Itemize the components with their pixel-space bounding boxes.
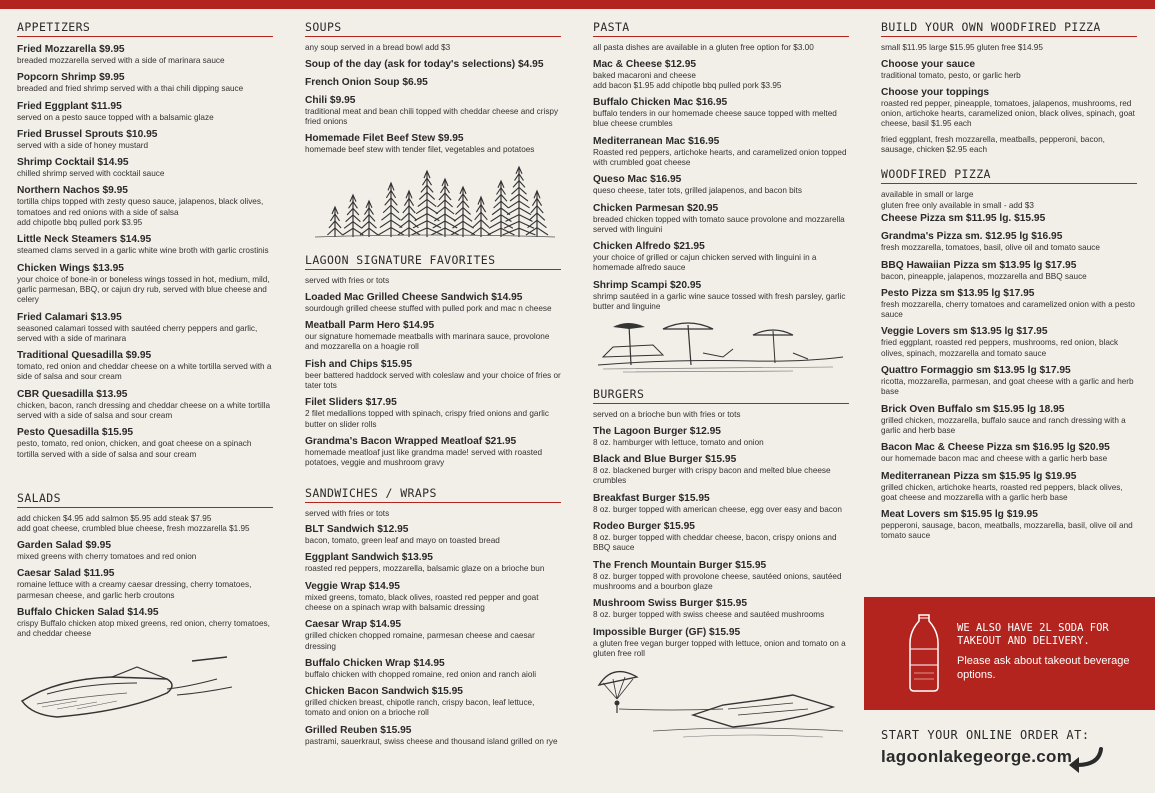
menu-item-desc: homemade beef stew with tender filet, vegetables and potatoes (305, 145, 535, 155)
menu-item (593, 202, 849, 236)
parasail-yacht-illustration (593, 665, 849, 743)
menu-item-desc: chilled shrimp served with cocktail sauce (17, 169, 165, 179)
salads-heading: SALADS (17, 491, 273, 508)
menu-item-desc: fried eggplant, roasted red peppers, mushrooms, red onion, black olives, spinach, mozzarella and tomato sauce (881, 338, 1119, 358)
sandwiches-note: served with fries or tots (305, 508, 390, 518)
menu-item-name: Fried Brussel Sprouts $10.95 (17, 128, 158, 140)
menu-item (593, 626, 849, 660)
menu-item-name: Brick Oven Buffalo sm $15.95 lg 18.95 (881, 403, 1065, 415)
menu-item-desc: ricotta, mozzarella, parmesan, and goat cheese with a garlic and herb base (881, 377, 1134, 397)
menu-item (305, 94, 561, 128)
menu-item (17, 262, 273, 306)
menu-item-name: Mac & Cheese $12.95 (593, 58, 697, 70)
menu-item-desc: your choice of bone-in or boneless wings tossed in hot, medium, mild, garlic parmesan, BBQ, or cajun dry rub, served with blue cheese and celery (17, 274, 270, 305)
menu-item-desc: 2 filet medallions topped with spinach, crispy fried onions and garlic butter on slider rolls (305, 409, 549, 429)
menu-item-name: BBQ Hawaiian Pizza sm $13.95 lg $17.95 (881, 259, 1077, 271)
menu-item-name: Chicken Bacon Sandwich $15.95 (305, 686, 463, 698)
menu-item (881, 58, 1137, 81)
menu-item (593, 58, 849, 92)
menu-item (881, 212, 1137, 225)
menu-item (17, 606, 273, 640)
menu-item-desc: grilled chicken, mozzarella, buffalo sauce and ranch dressing with a garlic and herb base (881, 415, 1126, 435)
menu-item (881, 364, 1137, 398)
menu-item-desc: chicken, bacon, ranch dressing and cheddar cheese on a white tortilla served with a side of salsa and sour cream (17, 400, 271, 421)
menu-item-name: Chili $9.95 (305, 94, 356, 106)
menu-item (305, 358, 561, 392)
menu-item (881, 470, 1137, 504)
menu-item-desc: mixed greens with cherry tomatoes and red onion (17, 551, 197, 561)
menu-item (881, 508, 1137, 542)
soda-promo-title: WE ALSO HAVE 2L SODA FOR TAKEOUT AND DELIVERY. (957, 622, 1109, 647)
menu-item-name: Meat Lovers sm $15.95 lg $19.95 (881, 509, 1038, 521)
column-3 (593, 20, 849, 743)
menu-item (305, 291, 561, 314)
menu-item-name: Buffalo Chicken Wrap $14.95 (305, 657, 445, 669)
menu-item-name: Chicken Parmesan $20.95 (593, 202, 719, 214)
menu-item-name: Shrimp Scampi $20.95 (593, 279, 702, 291)
menu-item (881, 287, 1137, 321)
menu-item-desc: buffalo tenders in our homemade cheese sauce topped with melted blue cheese crumbles (593, 109, 837, 129)
menu-item-desc: homemade meatloaf just like grandma made! served with roasted potatoes, veggie and mushroom gravy (305, 447, 543, 468)
menu-item (881, 403, 1137, 437)
soups-section (305, 20, 561, 155)
menu-item-desc: bacon, tomato, green leaf and mayo on toasted bread (305, 536, 500, 546)
menu-item-name: Loaded Mac Grilled Cheese Sandwich $14.95 (305, 291, 523, 303)
menu-item-name: Choose your sauce (881, 58, 975, 70)
boat-illustration (17, 649, 247, 724)
menu-item-desc: pastrami, sauerkraut, swiss cheese and thousand island grilled on rye (305, 736, 558, 746)
menu-item-desc: roasted red pepper, pineapple, tomatoes, jalapenos, mushrooms, red onion, artichoke hearts, caramelized onion, black olives, spinach, goat cheese, basil $1.95 each (881, 98, 1135, 129)
menu-item-desc: seasoned calamari tossed with sautéed cherry peppers and garlic, served with a side of marinara (17, 323, 258, 343)
sandwiches-section (305, 486, 561, 747)
menu-item (881, 325, 1137, 359)
menu-item-name: Grandma's Bacon Wrapped Meatloaf $21.95 (305, 435, 517, 447)
menu-item-name: Grilled Reuben $15.95 (305, 724, 412, 736)
menu-item (17, 349, 273, 383)
signature-section (305, 253, 561, 468)
menu-item-name: The French Mountain Burger $15.95 (593, 559, 767, 571)
menu-item-name: Garden Salad $9.95 (17, 539, 112, 551)
pasta-heading: PASTA (593, 20, 849, 37)
menu-item (17, 233, 273, 256)
menu-item (305, 724, 561, 747)
menu-item-name: Fried Calamari $13.95 (17, 311, 122, 323)
menu-item (17, 184, 273, 228)
menu-item-name: Black and Blue Burger $15.95 (593, 454, 737, 466)
menu-item-desc: breaded mozzarella served with a side of marinara sauce (17, 56, 225, 65)
menu-item (593, 96, 849, 130)
woodfired-section (881, 167, 1137, 541)
burgers-section (593, 387, 849, 659)
menu-item-desc: beer battered haddock served with coleslaw and your choice of fries or tater tots (305, 370, 561, 391)
menu-item (593, 173, 849, 196)
beach-umbrella-illustration (593, 317, 849, 375)
salads-note: add chicken $4.95 add salmon $5.95 add steak $7.95 add goat cheese, crumbled blue cheese, fresh mozzarella $1.95 (17, 513, 250, 534)
menu-item-desc: 8 oz. burger topped with provolone cheese, sautéed onions, sautéed mushrooms and a bourbon glaze (593, 571, 842, 591)
menu-item (17, 43, 273, 66)
menu-item-desc: bacon, pineapple, jalapenos, mozzarella and BBQ sauce (881, 271, 1087, 281)
menu-item-name: Bacon Mac & Cheese Pizza sm $16.95 lg $20.95 (881, 442, 1110, 454)
menu-item (17, 426, 273, 460)
pasta-section (593, 20, 849, 312)
menu-item-desc: traditional tomato, pesto, or garlic herb (881, 70, 1021, 80)
appetizers-heading: APPETIZERS (17, 20, 273, 37)
menu-item-desc: served on a pesto sauce topped with a balsamic glaze (17, 112, 214, 122)
menu-item-name: Veggie Lovers sm $13.95 lg $17.95 (881, 326, 1048, 338)
menu-item-desc: crispy Buffalo chicken atop mixed greens, red onion, cherry tomatoes, and cheddar cheese (17, 618, 270, 639)
menu-item (17, 156, 273, 179)
menu-item-name: Pesto Pizza sm $13.95 lg $17.95 (881, 287, 1035, 299)
menu-item-desc: steamed clams served in a garlic white wine broth with garlic crostinis (17, 246, 269, 256)
menu-item-name: Mediterranean Pizza sm $15.95 lg $19.95 (881, 470, 1077, 482)
menu-item (305, 58, 561, 71)
menu-item-desc: Roasted red peppers, artichoke hearts, and caramelized onion topped with crumbled goat cheese (593, 147, 847, 167)
menu-item-name: Choose your toppings (881, 86, 990, 98)
pasta-note: all pasta dishes are available in a gluten free option for $3.00 (593, 43, 814, 52)
menu-item (593, 492, 849, 515)
menu-item-name: Fish and Chips $15.95 (305, 358, 413, 370)
menu-item (881, 441, 1137, 464)
soups-heading: SOUPS (305, 20, 561, 37)
menu-item-name: Fried Mozzarella $9.95 (17, 44, 125, 55)
column-2 (305, 20, 561, 752)
burgers-heading: BURGERS (593, 387, 849, 404)
menu-item (305, 132, 561, 155)
menu-item (593, 520, 849, 554)
menu-item (17, 388, 273, 422)
soda-bottle-icon (904, 613, 944, 693)
menu-item-name: Homemade Filet Beef Stew $9.95 (305, 133, 464, 145)
menu-item-desc: traditional meat and bean chili topped with cheddar cheese and crispy fried onions (305, 106, 559, 126)
menu-item (305, 657, 561, 680)
menu-item-name: Popcorn Shrimp $9.95 (17, 72, 125, 84)
menu-item (881, 86, 1137, 130)
menu-item (881, 230, 1137, 253)
menu-item-name: Quattro Formaggio sm $13.95 lg $17.95 (881, 365, 1071, 377)
menu-item (17, 128, 273, 151)
menu-item-desc: baked macaroni and cheese add bacon $1.95 add chipotle bbq pulled pork $3.95 (593, 70, 782, 90)
menu-item-desc: 8 oz. burger topped with cheddar cheese, bacon, crispy onions and BBQ sauce (593, 533, 837, 553)
sandwiches-heading: SANDWICHES / WRAPS (305, 486, 561, 503)
menu-item-name: Fried Eggplant $11.95 (17, 100, 122, 112)
pine-trees-illustration (305, 161, 561, 239)
build-pizza-extra: fried eggplant, fresh mozzarella, meatballs, pepperoni, bacon, sausage, chicken $2.95 each (881, 134, 1105, 154)
menu-item-desc: fresh mozzarella, tomatoes, basil, olive oil and tomato sauce (881, 243, 1100, 253)
menu-item (593, 279, 849, 313)
menu-item-name: Chicken Alfredo $21.95 (593, 241, 705, 253)
menu-item-desc: breaded and fried shrimp served with a thai chili dipping sauce (17, 84, 244, 94)
menu-item (881, 259, 1137, 282)
menu-item-desc: 8 oz. hamburger with lettuce, tomato and onion (593, 437, 764, 447)
menu-item (593, 240, 849, 274)
menu-item (305, 435, 561, 469)
menu-item-desc: sourdough grilled cheese stuffed with pulled pork and mac n cheese (305, 303, 552, 313)
menu-item-desc: 8 oz. burger topped with swiss cheese and sautéed mushrooms (593, 610, 825, 620)
menu-item (17, 71, 273, 94)
menu-item (305, 396, 561, 430)
menu-item (305, 319, 561, 353)
menu-item (593, 135, 849, 169)
menu-item (17, 100, 273, 123)
signature-heading: LAGOON SIGNATURE FAVORITES (305, 253, 561, 270)
menu-item-desc: grilled chicken, artichoke hearts, roasted red peppers, black olives, goat cheese and mozzarella with a garlic herb base (881, 482, 1123, 502)
curved-arrow-icon (1065, 745, 1105, 775)
menu-item-desc: our signature homemade meatballs with marinara sauce, provolone and mozzarella on a hoagie roll (305, 332, 550, 352)
menu-item-name: French Onion Soup $6.95 (305, 76, 428, 88)
menu-item-desc: queso cheese, tater tots, grilled jalapenos, and bacon bits (593, 186, 802, 196)
menu-item-name: Queso Mac $16.95 (593, 174, 682, 186)
top-accent-bar (0, 0, 1155, 9)
menu-item-desc: fresh mozzarella, cherry tomatoes and caramelized onion with a pesto sauce (881, 299, 1135, 320)
menu-item-desc: pesto, tomato, red onion, chicken, and goat cheese on a spinach tortilla served with a side of salsa and sour cream (17, 439, 252, 459)
woodfired-note: available in small or large gluten free only available in small - add $3 (881, 190, 1034, 210)
menu-item-name: Meatball Parm Hero $14.95 (305, 320, 435, 332)
signature-note: served with fries or tots (305, 276, 390, 286)
soups-note: any soup served in a bread bowl add $3 (305, 43, 451, 52)
menu-item-name: Soup of the day (ask for today's selections) $4.95 (305, 58, 544, 70)
build-pizza-note: small $11.95 large $15.95 gluten free $14.95 (881, 43, 1043, 52)
menu-item-name: Impossible Burger (GF) $15.95 (593, 626, 741, 638)
salads-section (17, 491, 273, 639)
menu-item-desc: mixed greens, tomato, black olives, roasted red pepper and goat cheese on a spinach wrap with balsamic dressing (305, 592, 539, 612)
menu-item (593, 425, 849, 448)
menu-item-name: Buffalo Chicken Salad $14.95 (17, 606, 159, 618)
menu-item-name: Mediterranean Mac $16.95 (593, 135, 720, 147)
menu-item-name: Filet Sliders $17.95 (305, 397, 397, 409)
menu-item-name: Veggie Wrap $14.95 (305, 580, 400, 592)
menu-item-name: Mushroom Swiss Burger $15.95 (593, 598, 747, 610)
menu-item-name: Little Neck Steamers $14.95 (17, 234, 152, 246)
menu-item-name: Rodeo Burger $15.95 (593, 521, 695, 533)
menu-item-desc: pepperoni, sausage, bacon, meatballs, mozzarella, basil, olive oil and tomato sauce (881, 521, 1133, 541)
soda-promo-desc: Please ask about takeout beverage options. (957, 655, 1130, 681)
menu-item-desc: our homemade bacon mac and cheese with a garlic herb base (881, 454, 1108, 464)
build-pizza-section (881, 20, 1137, 155)
menu-item-name: Breakfast Burger $15.95 (593, 492, 710, 504)
menu-item-desc: 8 oz. blackened burger with crispy bacon and melted blue cheese crumbles (593, 466, 831, 486)
menu-item-name: The Lagoon Burger $12.95 (593, 425, 721, 437)
menu-item (305, 685, 561, 719)
soda-promo-box (864, 597, 1155, 710)
menu-item (305, 76, 561, 89)
burgers-note: served on a brioche bun with fries or tots (593, 410, 741, 420)
menu-item-desc: tomato, red onion and cheddar cheese on a white tortilla served with a side of salsa and sour cream (17, 362, 272, 382)
menu-item-name: Grandma's Pizza sm. $12.95 lg $16.95 (881, 231, 1063, 243)
menu-item-desc: romaine lettuce with a creamy caesar dressing, cherry tomatoes, parmesan cheese, and garlic herb croutons (17, 580, 252, 600)
menu-item-name: CBR Quesadilla $13.95 (17, 388, 128, 400)
appetizers-section (17, 20, 273, 460)
menu-item (593, 597, 849, 620)
menu-item-name: Buffalo Chicken Mac $16.95 (593, 97, 728, 109)
build-pizza-heading: BUILD YOUR OWN WOODFIRED PIZZA (881, 20, 1137, 37)
menu-item-desc: roasted red peppers, mozzarella, balsamic glaze on a brioche bun (305, 564, 545, 574)
menu-item-desc: buffalo chicken with chopped romaine, red onion and ranch aioli (305, 669, 537, 679)
menu-item-name: Traditional Quesadilla $9.95 (17, 350, 152, 362)
menu-item (17, 311, 273, 345)
menu-item (305, 618, 561, 652)
menu-item-name: Eggplant Sandwich $13.95 (305, 552, 433, 564)
menu-item (17, 567, 273, 601)
menu-item (17, 539, 273, 562)
menu-item-name: Shrimp Cocktail $14.95 (17, 157, 129, 169)
menu-item-desc: breaded chicken topped with tomato sauce provolone and mozzarella served with linguini (593, 214, 845, 234)
menu-item-name: Cheese Pizza sm $11.95 lg. $15.95 (881, 213, 1046, 225)
menu-item (593, 559, 849, 593)
menu-item-name: Caesar Wrap $14.95 (305, 619, 402, 631)
menu-item-desc: your choice of grilled or cajun chicken served with linguini in a homemade alfredo sauce (593, 253, 817, 273)
menu-item-desc: grilled chicken chopped romaine, parmesan cheese and caesar dressing (305, 631, 535, 651)
menu-item-name: Caesar Salad $11.95 (17, 568, 115, 580)
column-4 (881, 20, 1137, 547)
menu-item (305, 523, 561, 546)
menu-item-desc: grilled chicken breast, chipotle ranch, crispy bacon, leaf lettuce, tomato and onion on a brioche roll (305, 698, 535, 718)
menu-item-desc: served with a side of honey mustard (17, 140, 149, 150)
menu-item-name: BLT Sandwich $12.95 (305, 524, 409, 536)
woodfired-heading: WOODFIRED PIZZA (881, 167, 1137, 184)
menu-item-name: Pesto Quesadilla $15.95 (17, 427, 134, 439)
menu-item-desc: shrimp sautéed in a garlic wine sauce tossed with fresh parsley, garlic butter and linguine (593, 291, 846, 312)
menu-item-name: Northern Nachos $9.95 (17, 185, 128, 197)
online-order-link[interactable]: lagoonlakegeorge.com (881, 747, 1073, 766)
menu-item-desc: a gluten free vegan burger topped with lettuce, onion and tomato on a gluten free roll (593, 638, 846, 658)
menu-item (305, 551, 561, 574)
column-1 (17, 20, 273, 724)
menu-item-name: Chicken Wings $13.95 (17, 262, 124, 274)
online-order-heading: START YOUR ONLINE ORDER AT: (881, 728, 1090, 742)
menu-item-desc: tortilla chips topped with zesty queso sauce, jalapenos, black olives, tomatoes and red onions with a side of salsa add chipotle bbq pulled pork $3.95 (17, 197, 264, 228)
menu-item-desc: 8 oz. burger topped with american cheese, egg over easy and bacon (593, 504, 842, 514)
menu-item (593, 453, 849, 487)
menu-item (305, 580, 561, 614)
